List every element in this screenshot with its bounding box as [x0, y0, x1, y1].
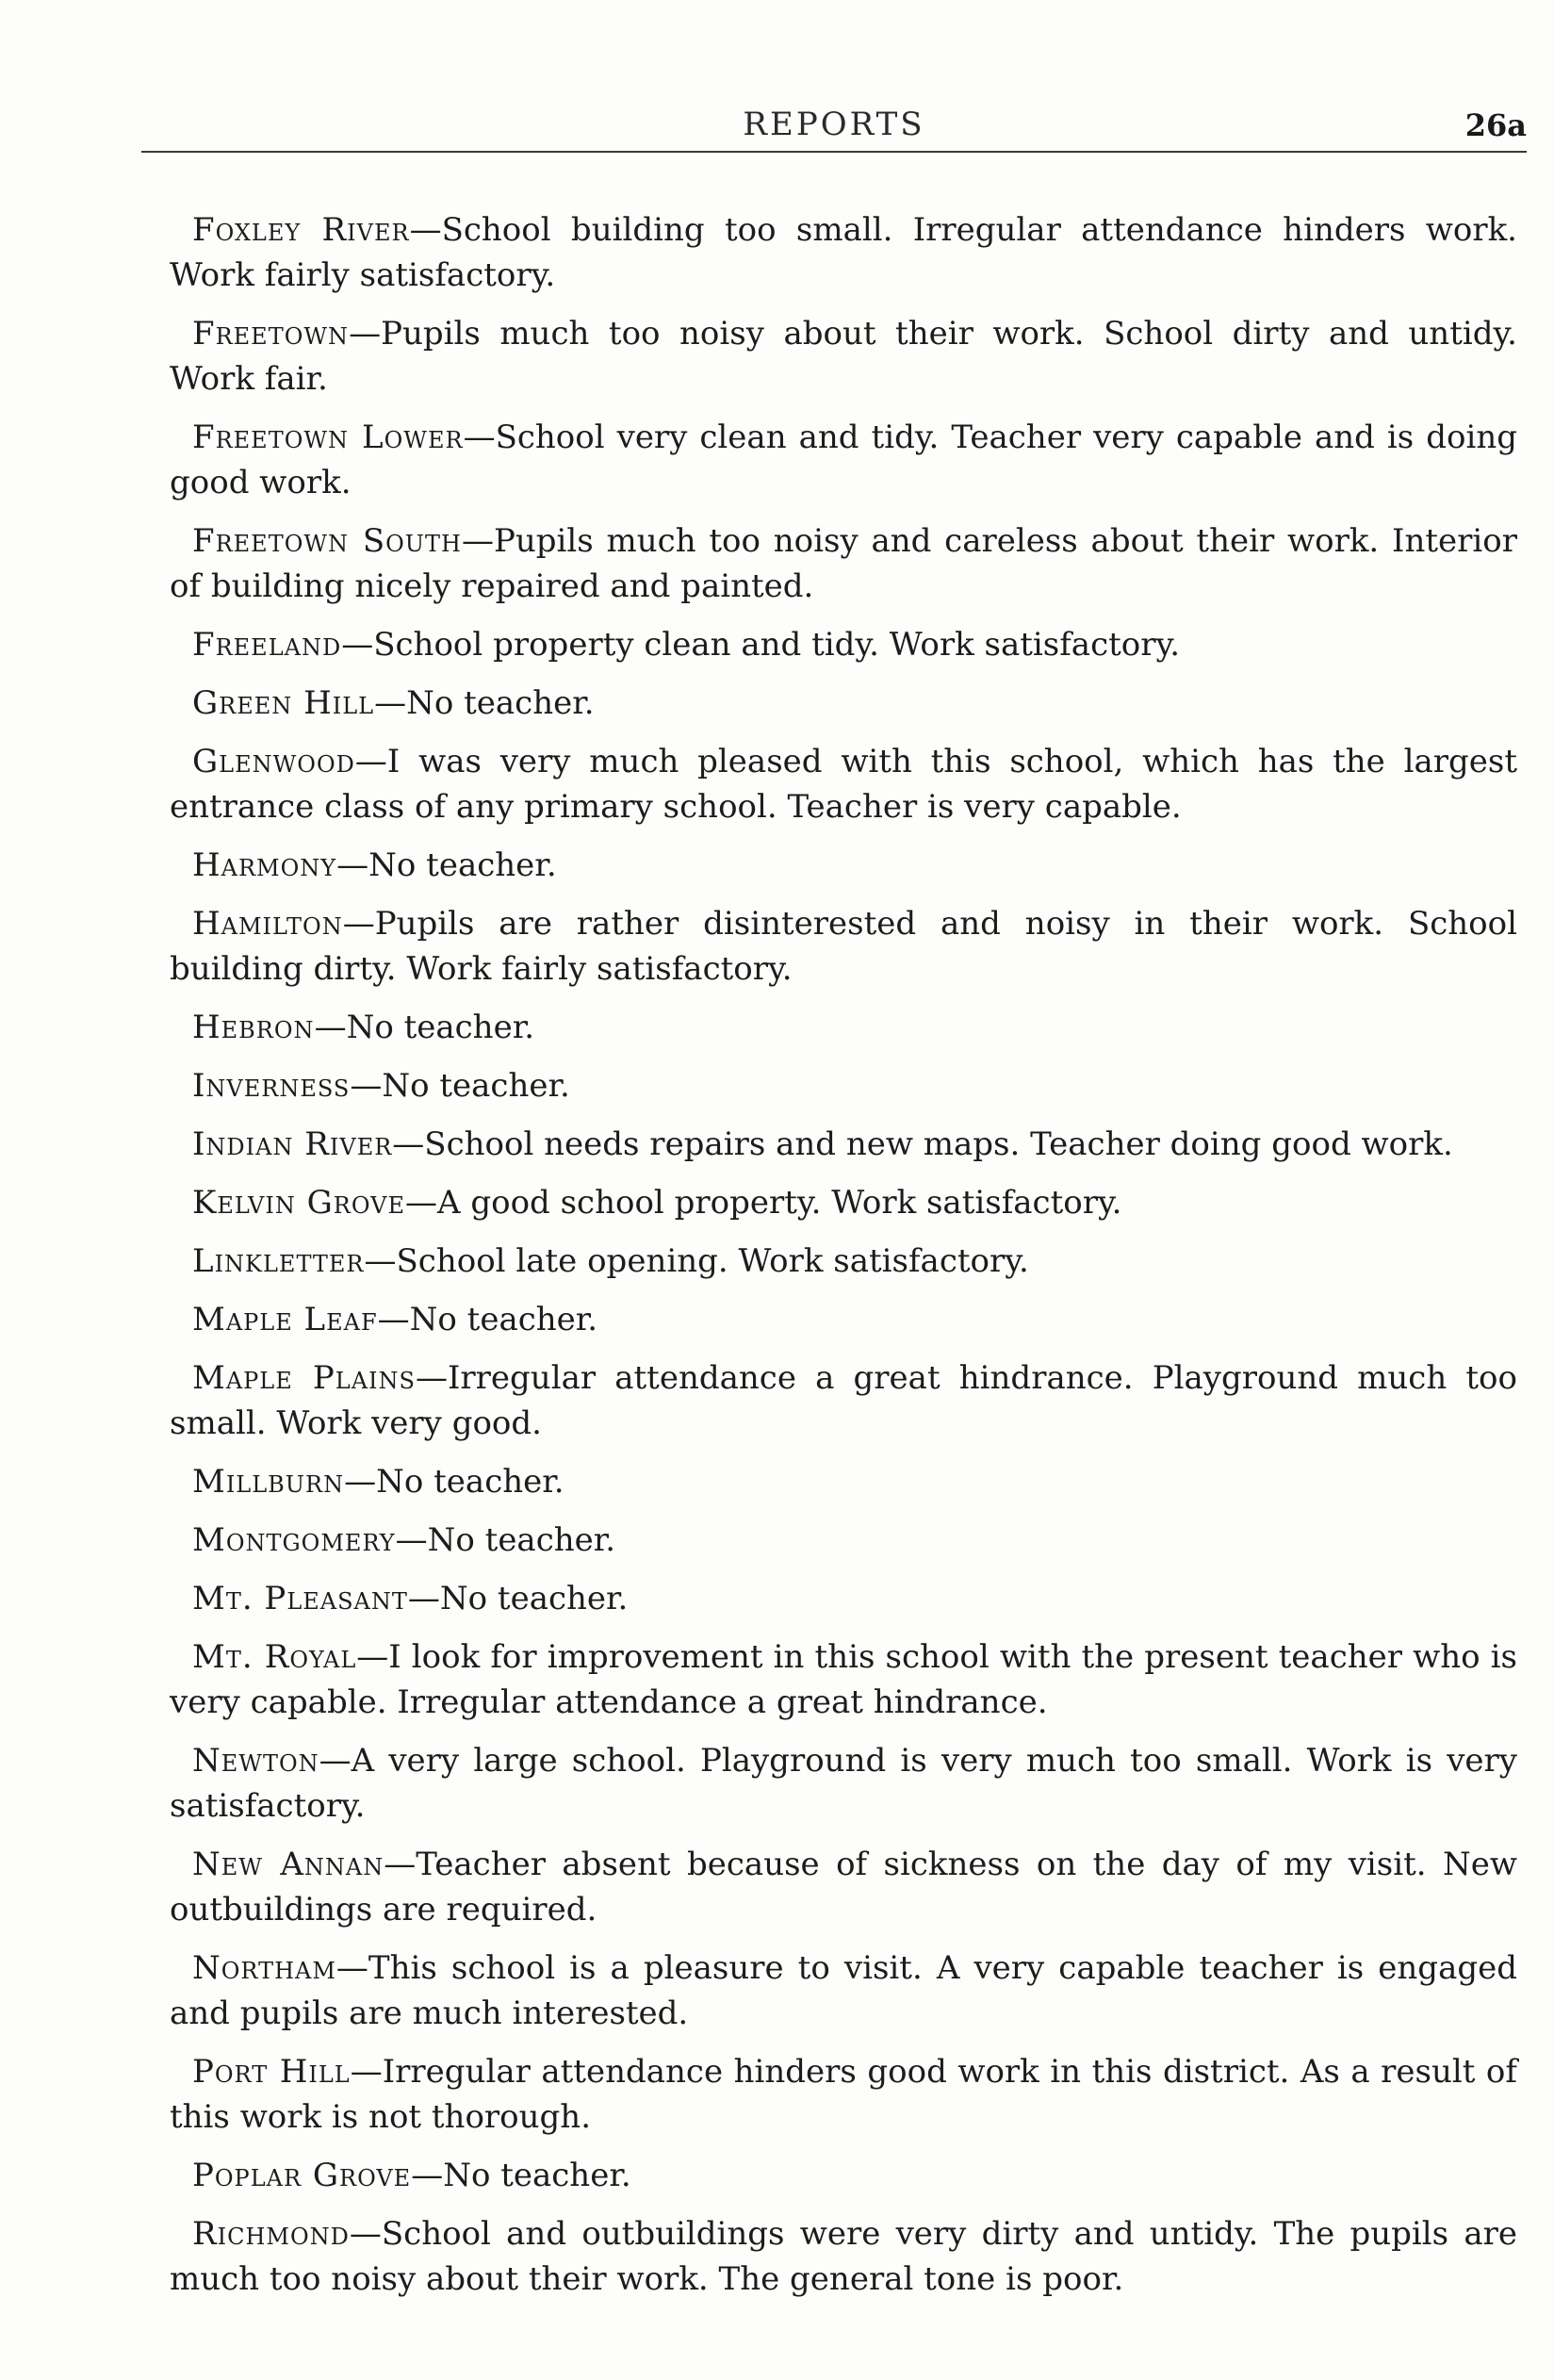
report-entry: Indian River—School needs repairs and new maps. Teacher doing good work. [192, 1125, 1453, 1163]
school-report: Irregular attendance hinders good work in this district. As a result of this work is not thorough. [170, 2053, 1517, 2136]
school-name: Mt. Pleasant [192, 1580, 408, 1617]
school-name: Foxley River [192, 211, 410, 249]
school-name: Newton [192, 1742, 319, 1780]
report-entry: Kelvin Grove—A good school property. Work satisfactory. [192, 1184, 1122, 1222]
school-name: Millburn [192, 1463, 345, 1501]
running-title: REPORTS [743, 106, 925, 143]
school-name: Linkletter [192, 1242, 365, 1280]
report-entries [170, 207, 1517, 2315]
school-name: Freetown South [192, 522, 462, 560]
school-report: No teacher. [382, 1067, 570, 1105]
school-name: Port Hill [192, 2053, 351, 2091]
school-name: Hamilton [192, 905, 343, 943]
school-report: Irregular attendance a great hindrance. Playground much too small. Work very good. [170, 1359, 1517, 1442]
report-entry: Maple Leaf—No teacher. [192, 1301, 598, 1338]
school-report: No teacher. [443, 2157, 631, 2194]
report-entry: Mt. Royal—I look for improvement in this school with the present teacher who is very capable. Irregular attendance a great hindrance. [170, 1638, 1517, 1721]
school-name: Poplar Grove [192, 2157, 412, 2194]
report-entry: Montgomery—No teacher. [192, 1521, 616, 1559]
report-entry: Freetown Lower—School very clean and tidy. Teacher very capable and is doing good work. [170, 419, 1517, 501]
school-name: Harmony [192, 846, 337, 884]
report-entry: Millburn—No teacher. [192, 1463, 564, 1501]
report-entry: Richmond—School and outbuildings were very dirty and untidy. The pupils are much too noisy about their work. The general tone is poor. [170, 2215, 1517, 2298]
school-report: School property clean and tidy. Work satisfactory. [373, 626, 1180, 664]
school-name: Northam [192, 1949, 336, 1987]
school-report: School late opening. Work satisfactory. [396, 1242, 1029, 1280]
report-entry: Inverness—No teacher. [192, 1067, 570, 1105]
school-report: I was very much pleased with this school, which has the largest entrance class of any primary school. Teacher is very capable. [170, 743, 1517, 826]
school-report: School and outbuildings were very dirty and untidy. The pupils are much too noisy about their work. The general tone is poor. [170, 2215, 1517, 2298]
report-entry: New Annan—Teacher absent because of sickness on the day of my visit. New outbuildings are required. [170, 1846, 1517, 1929]
school-name: Montgomery [192, 1521, 396, 1559]
report-entry: Freetown South—Pupils much too noisy and careless about their work. Interior of building nicely repaired and painted. [170, 522, 1517, 605]
report-entry: Mt. Pleasant—No teacher. [192, 1580, 629, 1617]
school-name: Hebron [192, 1009, 315, 1046]
report-entry: Hebron—No teacher. [192, 1009, 535, 1046]
school-name: Maple Plains [192, 1359, 416, 1397]
school-name: Freeland [192, 626, 342, 664]
school-report: A very large school. Playground is very much too small. Work is very satisfactory. [170, 1742, 1517, 1825]
report-entry: Newton—A very large school. Playground is very much too small. Work is very satisfactory. [170, 1742, 1517, 1825]
school-name: Freetown Lower [192, 419, 464, 456]
school-report: No teacher. [406, 684, 595, 722]
school-name: Inverness [192, 1067, 351, 1105]
school-report: A good school property. Work satisfactory. [436, 1184, 1122, 1222]
school-report: No teacher. [376, 1463, 564, 1501]
report-entry: Northam—This school is a pleasure to visit. A very capable teacher is engaged and pupils are much interested. [170, 1949, 1517, 2032]
report-entry: Maple Plains—Irregular attendance a great hindrance. Playground much too small. Work very good. [170, 1359, 1517, 1442]
school-name: Kelvin Grove [192, 1184, 405, 1222]
school-report: No teacher. [439, 1580, 629, 1617]
report-entry: Glenwood—I was very much pleased with this school, which has the largest entrance class of any primary school. Teacher is very capable. [170, 743, 1517, 826]
school-name: Green Hill [192, 684, 375, 722]
report-entry: Green Hill—No teacher. [192, 684, 595, 722]
school-report: Teacher absent because of sickness on the day of my visit. New outbuildings are required. [170, 1846, 1517, 1929]
report-entry: Freetown—Pupils much too noisy about their work. School dirty and untidy. Work fair. [170, 315, 1517, 398]
report-entry: Poplar Grove—No teacher. [192, 2157, 631, 2194]
page-header [141, 106, 1527, 153]
school-name: New Annan [192, 1846, 384, 1883]
school-report: School needs repairs and new maps. Teacher doing good work. [424, 1125, 1453, 1163]
school-report: No teacher. [409, 1301, 598, 1338]
report-entry: Hamilton—Pupils are rather disinterested and noisy in their work. School building dirty. Work fairly satisfactory. [170, 905, 1517, 988]
school-report: School very clean and tidy. Teacher very capable and is doing good work. [170, 419, 1517, 501]
school-report: No teacher. [427, 1521, 616, 1559]
school-report: Pupils much too noisy and careless about their work. Interior of building nicely repaired and painted. [170, 522, 1517, 605]
school-name: Glenwood [192, 743, 355, 780]
school-report: This school is a pleasure to visit. A very capable teacher is engaged and pupils are much interested. [170, 1949, 1517, 2032]
header-rule [141, 151, 1527, 153]
school-name: Mt. Royal [192, 1638, 357, 1676]
school-name: Richmond [192, 2215, 350, 2253]
school-name: Freetown [192, 315, 350, 353]
school-report: I look for improvement in this school with the present teacher who is very capable. Irregular attendance a great hindrance. [170, 1638, 1517, 1721]
report-entry: Freeland—School property clean and tidy. Work satisfactory. [192, 626, 1180, 664]
school-report: Pupils much too noisy about their work. School dirty and untidy. Work fair. [170, 315, 1517, 398]
report-entry: Harmony—No teacher. [192, 846, 557, 884]
report-entry: Linkletter—School late opening. Work satisfactory. [192, 1242, 1029, 1280]
page-number: 26a [1464, 107, 1527, 143]
report-entry: Foxley River—School building too small. Irregular attendance hinders work. Work fairly satisfactory. [170, 211, 1517, 294]
school-name: Maple Leaf [192, 1301, 378, 1338]
school-report: No teacher. [368, 846, 557, 884]
school-report: No teacher. [346, 1009, 535, 1046]
school-report: School building too small. Irregular attendance hinders work. Work fairly satisfactory. [170, 211, 1517, 294]
report-entry: Port Hill—Irregular attendance hinders good work in this district. As a result of this work is not thorough. [170, 2053, 1517, 2136]
school-report: Pupils are rather disinterested and noisy in their work. School building dirty. Work fairly satisfactory. [170, 905, 1517, 988]
school-name: Indian River [192, 1125, 393, 1163]
